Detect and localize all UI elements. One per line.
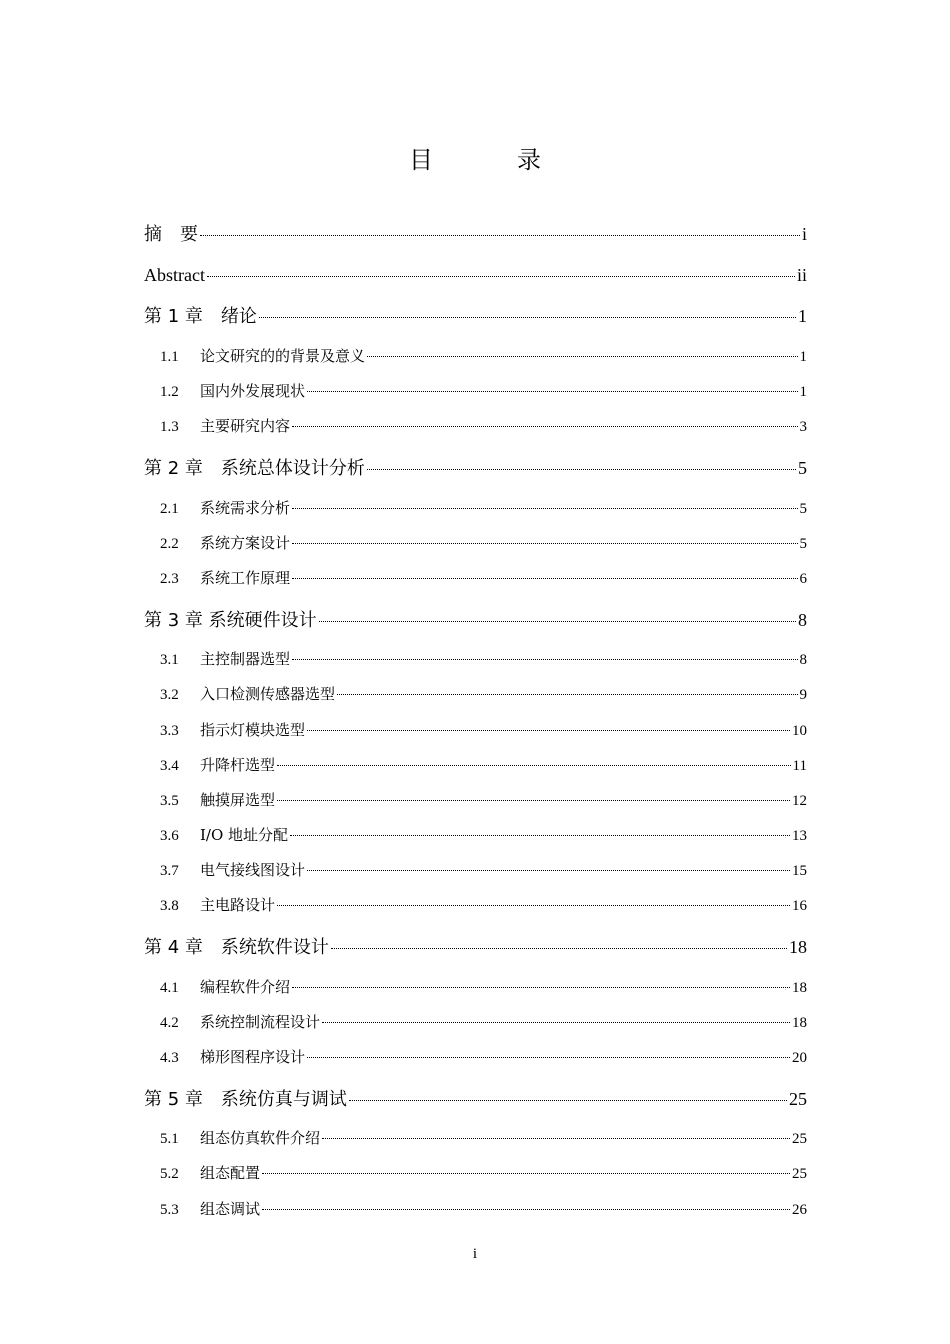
toc-entry-label: 第 1 章 绪论: [144, 306, 257, 327]
toc-entry-label: 系统控制流程设计: [200, 1013, 321, 1031]
toc-dot-leader: [367, 356, 797, 357]
toc-page-number: 25: [792, 1166, 807, 1182]
toc-entry-label: 梯形图程序设计: [200, 1048, 306, 1066]
toc-dot-leader: [322, 1138, 790, 1139]
toc-dot-leader: [337, 694, 797, 695]
toc-dot-leader: [319, 621, 796, 622]
toc-page-number: 10: [792, 723, 807, 739]
toc-dot-leader: [307, 391, 797, 392]
toc-section-entry[interactable]: [160, 684, 807, 704]
toc-dot-leader: [290, 835, 790, 836]
toc-chapter-entry[interactable]: [144, 608, 807, 632]
toc-section-entry[interactable]: [160, 977, 807, 997]
toc-entry-label: 系统需求分析: [200, 499, 291, 517]
toc-page-number: i: [801, 224, 807, 244]
toc-section-entry[interactable]: [160, 895, 807, 915]
toc-entry-label: 组态仿真软件介绍: [200, 1129, 321, 1147]
toc-dot-leader: [292, 578, 797, 579]
toc-section-number: 3.2: [160, 687, 179, 703]
toc-section-entry[interactable]: [160, 1199, 807, 1219]
toc-section-number: 4.2: [160, 1015, 179, 1031]
toc-section-number: 3.5: [160, 793, 179, 809]
toc-dot-leader: [292, 426, 797, 427]
toc-section-entry[interactable]: [160, 1128, 807, 1148]
toc-page-number: 25: [789, 1089, 807, 1109]
toc-chapter-entry[interactable]: [144, 263, 807, 287]
toc-dot-leader: [331, 948, 787, 949]
toc-entry-label: 编程软件介绍: [200, 978, 291, 996]
toc-section-entry[interactable]: [160, 825, 807, 845]
toc-entry-label: 国内外发展现状: [200, 382, 306, 400]
toc-entry-label: 主电路设计: [200, 896, 276, 914]
toc-section-number: 3.7: [160, 863, 179, 879]
toc-dot-leader: [200, 235, 800, 236]
toc-entry-label: Abstract: [144, 265, 205, 285]
toc-page-number: 1: [799, 349, 807, 365]
toc-entry-label: 主要研究内容: [200, 417, 291, 435]
toc-entry-label: 第 2 章 系统总体设计分析: [144, 458, 365, 479]
toc-entry-label: 组态配置: [200, 1164, 261, 1182]
toc-section-number: 5.1: [160, 1131, 179, 1147]
toc-dot-leader: [322, 1022, 790, 1023]
toc-section-number: 2.3: [160, 571, 179, 587]
toc-page-number: ii: [796, 265, 807, 285]
toc-entry-label: I/O 地址分配: [200, 826, 289, 844]
toc-page-number: 6: [799, 571, 807, 587]
toc-section-entry[interactable]: [160, 860, 807, 880]
toc-entry-label: 电气接线图设计: [200, 861, 306, 879]
toc-section-entry[interactable]: [160, 649, 807, 669]
toc-section-number: 1.2: [160, 384, 179, 400]
toc-section-entry[interactable]: [160, 533, 807, 553]
toc-section-number: 3.8: [160, 898, 179, 914]
toc-chapter-entry[interactable]: [144, 456, 807, 480]
toc-chapter-entry[interactable]: [144, 1087, 807, 1111]
toc-entry-label: 组态调试: [200, 1200, 261, 1218]
toc-dot-leader: [367, 469, 796, 470]
toc-entry-label: 入口检测传感器选型: [200, 685, 336, 703]
footer-page-number: i: [472, 1246, 478, 1262]
toc-dot-leader: [259, 317, 796, 318]
page-title: 目 录: [409, 146, 571, 174]
toc-section-number: 1.1: [160, 349, 179, 365]
toc-page-number: 3: [799, 419, 807, 435]
toc-page-number: 12: [792, 793, 807, 809]
toc-dot-leader: [277, 765, 791, 766]
toc-chapter-entry[interactable]: [144, 222, 807, 246]
toc-dot-leader: [262, 1209, 790, 1210]
toc-page-number: 18: [792, 1015, 807, 1031]
toc-entry-label: 第 5 章 系统仿真与调试: [144, 1089, 347, 1110]
toc-section-number: 5.3: [160, 1202, 179, 1218]
toc-entry-label: 指示灯模块选型: [200, 721, 306, 739]
toc-page-number: 13: [792, 828, 807, 844]
toc-page-number: 18: [792, 980, 807, 996]
toc-page-number: 1: [798, 306, 807, 326]
toc-section-entry[interactable]: [160, 1163, 807, 1183]
toc-section-entry[interactable]: [160, 568, 807, 588]
toc-dot-leader: [349, 1100, 787, 1101]
toc-entry-label: 主控制器选型: [200, 650, 291, 668]
toc-section-number: 4.1: [160, 980, 179, 996]
toc-section-number: 1.3: [160, 419, 179, 435]
toc-page-number: 5: [799, 501, 807, 517]
toc-section-number: 3.1: [160, 652, 179, 668]
toc-dot-leader: [292, 987, 790, 988]
toc-section-entry[interactable]: [160, 416, 807, 436]
toc-page-number: 5: [799, 536, 807, 552]
toc-page-number: 9: [799, 687, 807, 703]
toc-page-number: 5: [798, 458, 807, 478]
toc-chapter-entry[interactable]: [144, 304, 807, 328]
toc-section-number: 5.2: [160, 1166, 179, 1182]
toc-dot-leader: [262, 1173, 790, 1174]
toc-dot-leader: [307, 870, 790, 871]
toc-dot-leader: [207, 276, 795, 277]
toc-page-number: 15: [792, 863, 807, 879]
toc-section-entry[interactable]: [160, 755, 807, 775]
toc-section-entry[interactable]: [160, 381, 807, 401]
toc-page-number: 11: [792, 758, 807, 774]
toc-entry-label: 第 4 章 系统软件设计: [144, 937, 329, 958]
toc-entry-label: 系统方案设计: [200, 534, 291, 552]
toc-section-number: 3.4: [160, 758, 179, 774]
toc-dot-leader: [277, 905, 790, 906]
toc-entry-label: 升降杆选型: [200, 756, 276, 774]
toc-entry-label: 第 3 章 系统硬件设计: [144, 610, 317, 631]
toc-section-number: 4.3: [160, 1050, 179, 1066]
toc-dot-leader: [307, 1057, 790, 1058]
toc-page-number: 8: [799, 652, 807, 668]
toc-chapter-entry[interactable]: [144, 935, 807, 959]
toc-page-number: 26: [792, 1202, 807, 1218]
toc-page-number: 16: [792, 898, 807, 914]
toc-dot-leader: [292, 659, 797, 660]
toc-section-number: 2.2: [160, 536, 179, 552]
toc-section-entry[interactable]: [160, 790, 807, 810]
toc-section-number: 3.6: [160, 828, 179, 844]
toc-section-entry[interactable]: [160, 498, 807, 518]
toc-section-entry[interactable]: [160, 346, 807, 366]
toc-section-number: 3.3: [160, 723, 179, 739]
toc-dot-leader: [292, 543, 797, 544]
toc-page-number: 1: [799, 384, 807, 400]
toc-section-entry[interactable]: [160, 720, 807, 740]
toc-section-entry[interactable]: [160, 1047, 807, 1067]
toc-section-number: 2.1: [160, 501, 179, 517]
toc-page-number: 25: [792, 1131, 807, 1147]
toc-dot-leader: [292, 508, 797, 509]
toc-entry-label: 论文研究的的背景及意义: [200, 347, 366, 365]
toc-dot-leader: [277, 800, 790, 801]
toc-page-number: 18: [789, 937, 807, 957]
toc-entry-label: 触摸屏选型: [200, 791, 276, 809]
toc-section-entry[interactable]: [160, 1012, 807, 1032]
toc-page-number: 8: [798, 610, 807, 630]
toc-entry-label: 系统工作原理: [200, 569, 291, 587]
toc-dot-leader: [307, 730, 790, 731]
toc-page-number: 20: [792, 1050, 807, 1066]
toc-entry-label: 摘 要: [144, 224, 198, 245]
